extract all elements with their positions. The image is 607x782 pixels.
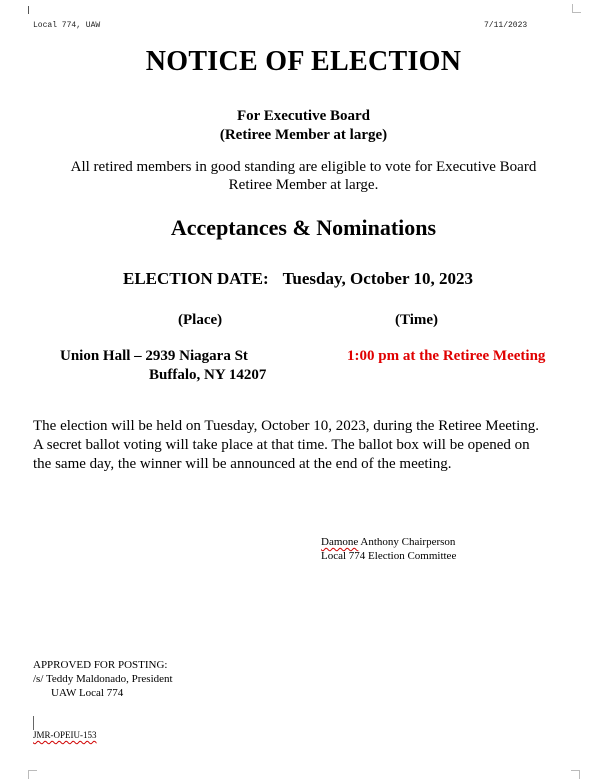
time-value: 1:00 pm at the Retiree Meeting [347, 348, 546, 364]
approval-line-3: UAW Local 774 [51, 687, 124, 699]
election-date-row [123, 269, 473, 289]
election-date-label: ELECTION DATE: [123, 269, 269, 288]
approval-line-1: APPROVED FOR POSTING: [33, 659, 168, 671]
signature-block [321, 535, 456, 563]
time-header: (Time) [395, 312, 439, 328]
body-paragraph [33, 417, 539, 474]
section-heading: Acceptances & Nominations [170, 215, 437, 240]
signature-line-1 [321, 535, 456, 549]
eligibility-line-1: All retired members in good standing are eligible to vote for Executive Board [70, 159, 537, 175]
page-corner-top-right [572, 4, 581, 13]
signature-line-2: Local 774 Election Committee [321, 550, 457, 562]
header-local: Local 774, UAW [33, 21, 101, 30]
signature-name-rest: Anthony Chairperson [358, 536, 456, 548]
text-cursor [33, 716, 34, 730]
place-line-2: Buffalo, NY 14207 [149, 367, 267, 383]
subtitle-line-2: (Retiree Member at large) [219, 127, 388, 143]
subtitle-line-1: For Executive Board [236, 108, 371, 124]
eligibility-line-2: Retiree Member at large. [228, 177, 379, 193]
signature-first-name: Damone [321, 536, 359, 548]
document-title: NOTICE OF ELECTION [145, 46, 462, 77]
approval-block [33, 658, 173, 700]
body-line-2: A secret ballot voting will take place at that time. The ballot box will be opened on [33, 437, 530, 453]
body-line-1: The election will be held on Tuesday, October 10, 2023, during the Retiree Meeting. [33, 418, 540, 434]
page-corner-bottom-left [28, 770, 37, 779]
approval-line-2: /s/ Teddy Maldonado, President [33, 673, 173, 685]
place-line-1: Union Hall – 2939 Niagara St [60, 348, 248, 364]
place-header: (Place) [178, 312, 223, 328]
election-date-value: Tuesday, October 10, 2023 [282, 269, 473, 288]
body-line-3: the same day, the winner will be announced at the end of the meeting. [33, 456, 452, 472]
page-corner-top-left [28, 6, 37, 14]
page-corner-bottom-right [571, 770, 580, 779]
footer-code: JMR-OPEIU-153 [33, 730, 97, 740]
header-date: 7/11/2023 [484, 21, 528, 30]
